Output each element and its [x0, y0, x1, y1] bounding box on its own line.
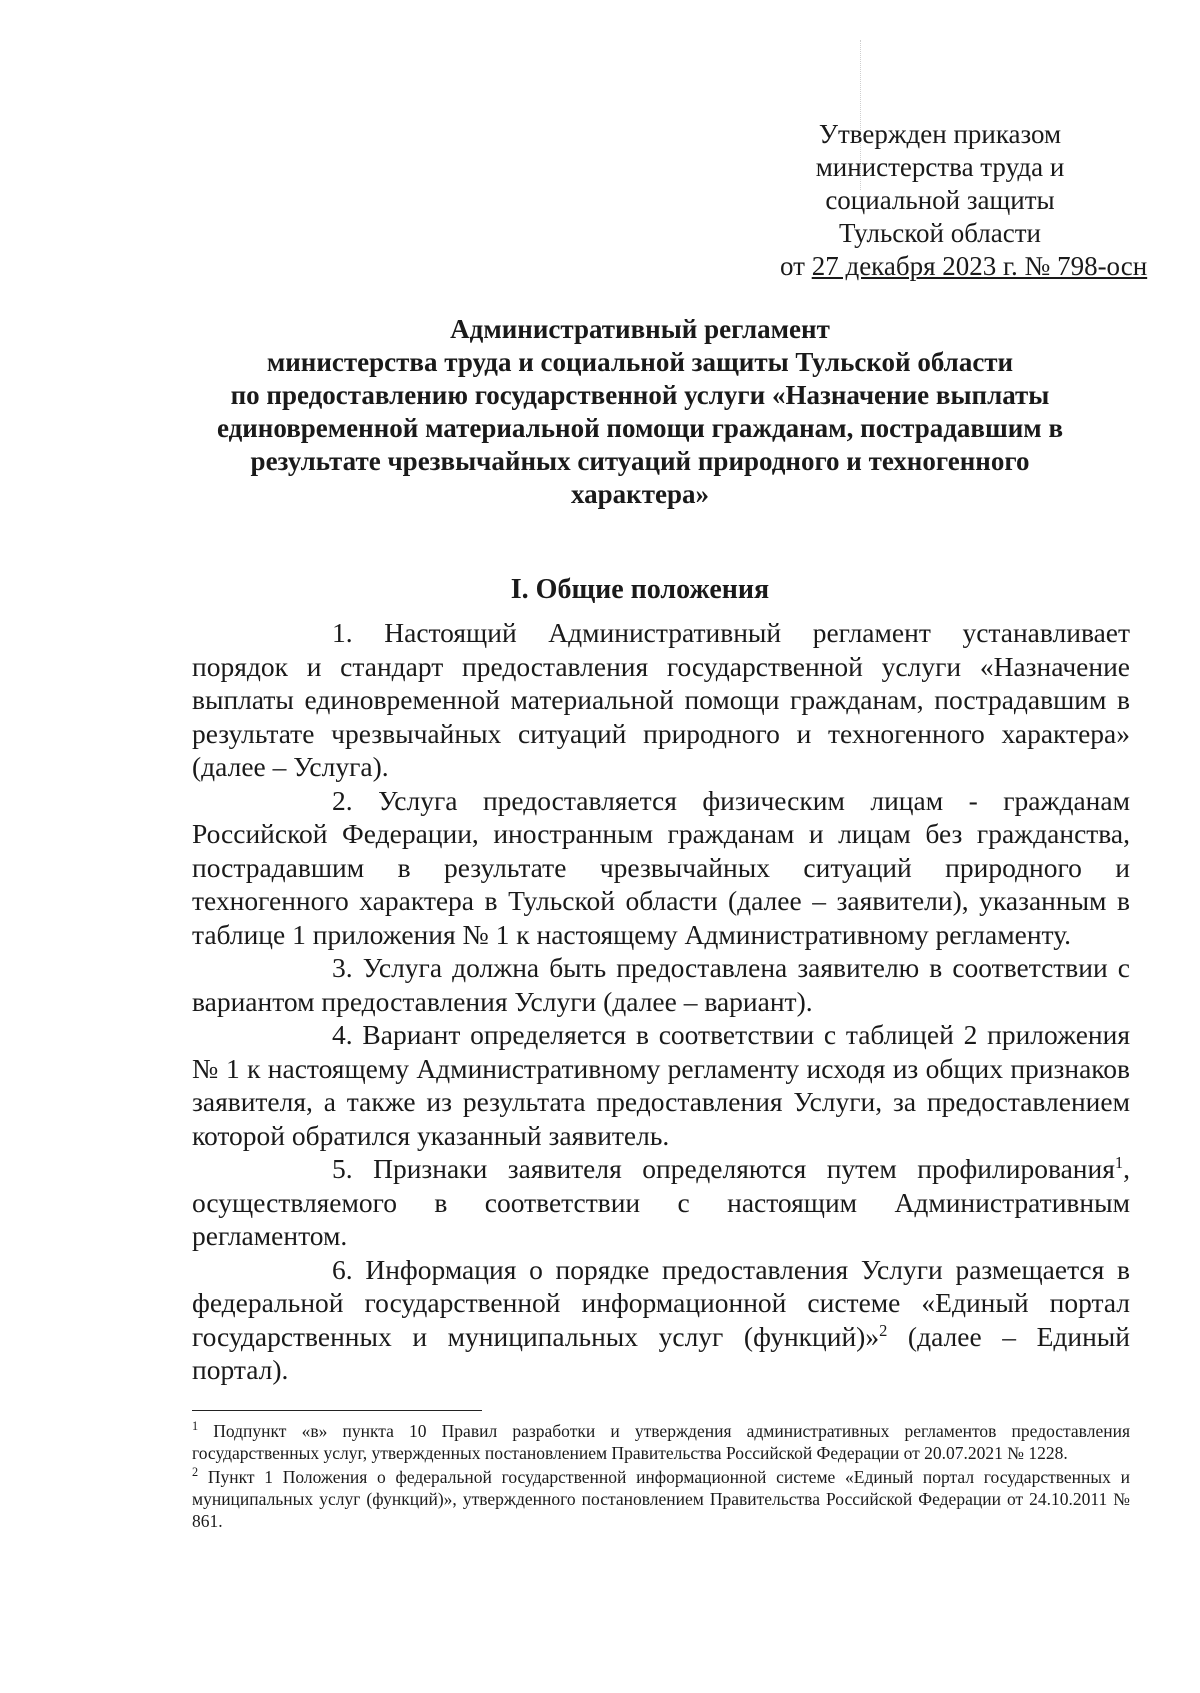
- approval-line-2: министерства труда и: [815, 152, 1065, 182]
- paragraph-number: 3.: [332, 952, 353, 983]
- section-heading: I. Общие положения: [510, 574, 770, 605]
- paragraph-3: [192, 951, 1130, 1018]
- footnote-1: [192, 1420, 1130, 1464]
- paragraph-number: 4.: [332, 1019, 353, 1050]
- footnote-2: [192, 1466, 1130, 1532]
- title-line-5: результате чрезвычайных ситуаций природного и техногенного: [250, 446, 1030, 476]
- footnote-ref-1[interactable]: 1: [1114, 1152, 1124, 1172]
- paragraph-2: [192, 784, 1130, 952]
- paragraph-text: Услуга предоставляется физическим лицам - гражданам Российской Федерации, иностранным гражданам и лицам без гражданства, пострадавшим в результате чрезвычайных ситуаций природного и техногенного характера в Тульской области (далее – заявители), указанным в таблице 1 приложения № 1 к настоящему Административному регламенту.: [192, 784, 1131, 950]
- paragraph-number: 5.: [332, 1153, 353, 1184]
- approval-line-3: социальной защиты: [825, 185, 1055, 215]
- title-line-4: единовременной материальной помощи гражданам, пострадавшим в: [216, 413, 1064, 443]
- paragraph-text: Настоящий Административный регламент устанавливает порядок и стандарт предоставления государственной услуги «Назначение выплаты единовременной материальной помощи гражданам, пострадавшим в результате чрезвычайных ситуаций природного и техногенного характера» (далее – Услуга).: [192, 617, 1130, 782]
- footnote-mark-2: 2: [192, 1465, 199, 1480]
- paragraph-number: 6.: [332, 1253, 353, 1285]
- paragraph-text: Информация о порядке предоставления Услуги размещается в федеральной государственной информационной системе «Единый портал государственных и муниципальных услуг (функций)»: [192, 1253, 1131, 1352]
- approval-line-4: Тульской области: [839, 218, 1041, 248]
- paragraph-text-cont: , осуществляемого в соответствии с настоящим Административным регламентом.: [192, 1153, 1131, 1251]
- footnote-text-2: Пункт 1 Положения о федеральной государственной информационной системе «Единый портал государственных и муниципальных услуг (функций)», утвержденного постановлением Правительства Российской Федерации от 24.10.2011 № 861.: [192, 1467, 1130, 1531]
- paragraph-1: [192, 616, 1130, 784]
- title-line-3: по предоставлению государственной услуги «Назначение выплаты: [230, 380, 1050, 410]
- paragraph-4: [192, 1018, 1130, 1152]
- approval-stamp: [780, 118, 1148, 283]
- paragraph-number: 2.: [332, 784, 353, 816]
- title-line-1: Административный регламент: [450, 314, 830, 344]
- approval-date-value: 27 декабря 2023 г. № 798-осн: [811, 251, 1148, 281]
- paragraph-number: 1.: [332, 617, 353, 648]
- footnote-text-1: Подпункт «в» пункта 10 Правил разработки и утверждения административных регламентов предоставления государственных услуг, утвержденных постановлением Правительства Российской Федерации от 20.07.2021 № 1228.: [192, 1421, 1130, 1463]
- document-body: [192, 616, 1130, 1387]
- footnote-ref-2[interactable]: 2: [879, 1320, 888, 1340]
- document-title: [190, 313, 1090, 511]
- paragraph-5: [192, 1152, 1130, 1253]
- paragraph-text: Вариант определяется в соответствии с таблицей 2 приложения № 1 к настоящему Административному регламенту исходя из общих признаков заявителя, а также из результата предоставления Услуги, за предоставлением которой обратился указанный заявитель.: [192, 1019, 1131, 1151]
- approval-date-prefix: от: [780, 251, 812, 281]
- footnote-separator: [192, 1410, 482, 1411]
- paragraph-6: [192, 1253, 1130, 1387]
- footnotes: [192, 1420, 1130, 1534]
- approval-line-1: Утвержден приказом: [818, 119, 1062, 149]
- paragraph-text-cont: (далее – Единый портал).: [192, 1320, 1130, 1385]
- footnote-mark-1: 1: [192, 1419, 199, 1434]
- title-line-2: министерства труда и социальной защиты Тульской области: [266, 347, 1014, 377]
- paragraph-text: Услуга должна быть предоставлена заявителю в соответствии с вариантом предоставления Услуги (далее – вариант).: [192, 952, 1130, 1017]
- title-line-6: характера»: [571, 479, 709, 509]
- approval-date-line: [780, 250, 1148, 283]
- paragraph-text: Признаки заявителя определяются путем профилирования: [373, 1153, 1115, 1184]
